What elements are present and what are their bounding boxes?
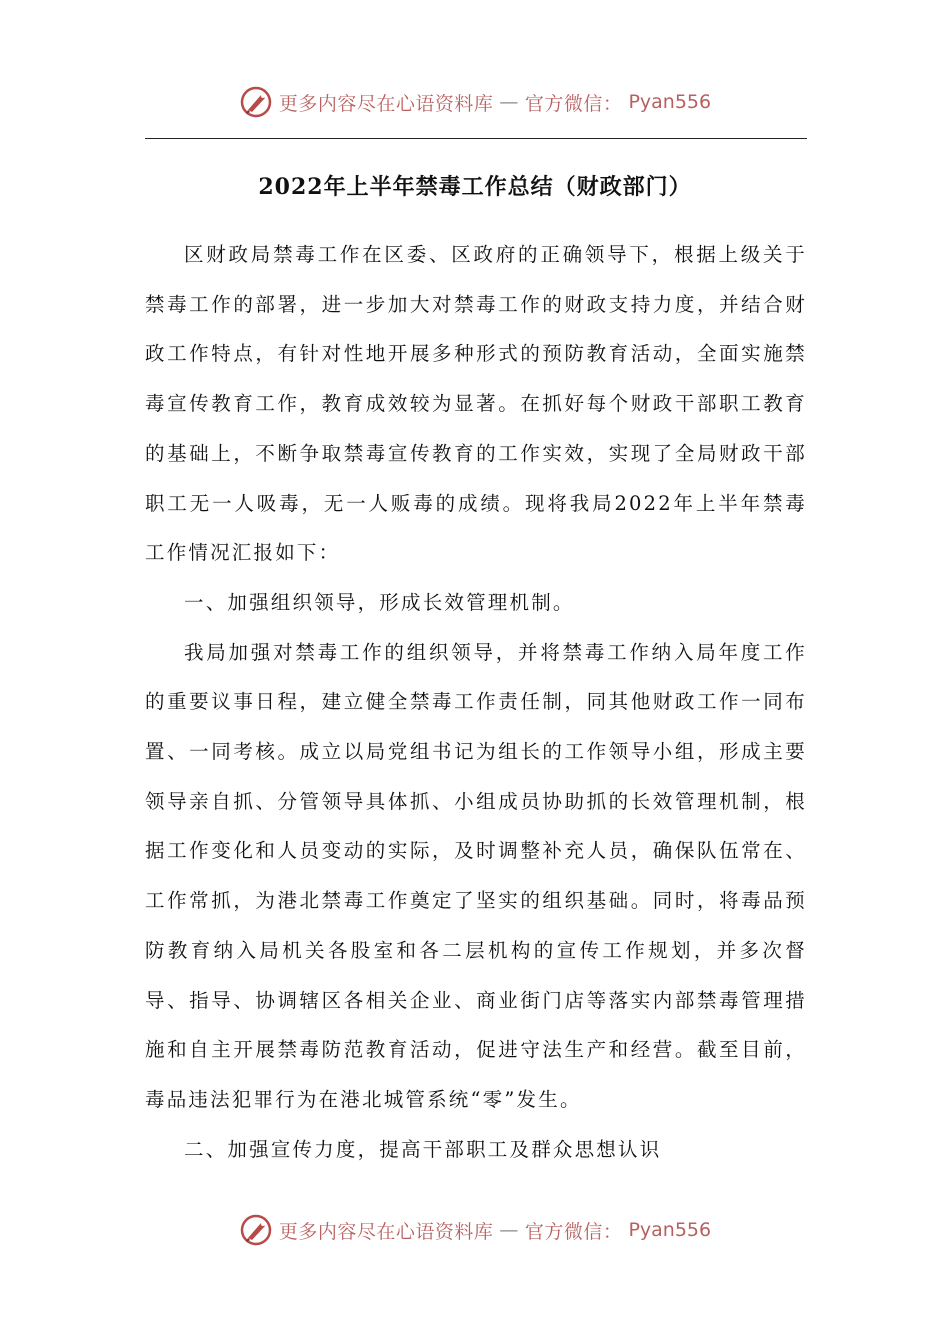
section-heading-1: 一、加强组织领导，形成长效管理机制。 [184,590,575,614]
pen-logo-icon [239,85,273,119]
footer-wechat-label: 官方微信： [524,1220,623,1243]
footer-banner [0,1210,950,1250]
paragraph-section-1: 我局加强对禁毒工作的组织领导，并将禁毒工作纳入局年度工作的重要议事日程，建立健全禁毒工作责任制，同其他财政工作一同布置、一同考核。成立以局党组书记为组长的工作领导小组，形成主要领导亲自抓、分管领导具体抓、小组成员协助抓的长效管理机制，根据工作变化和人员变动的实际，及时调整补充人员，确保队伍常在、工作常抓，为港北禁毒工作奠定了坚实的组织基础。同时，将毒品预防教育纳入局机关各股室和各二层机构的宣传工作规划，并多次督导、指导、协调辖区各相关企业、商业街门店等落实内部禁毒管理措施和自主开展禁毒防范教育活动，促进守法生产和经营。截至目前，毒品违法犯罪行为在港北城管系统“零”发生。 [145,640,807,1111]
header-wechat-id: Pyan556 [628,91,712,113]
header-divider [145,138,807,139]
header-separator: — [499,91,519,113]
document-body [145,230,807,1174]
section-heading-2: 二、加强宣传力度，提高干部职工及群众思想认识 [184,1137,662,1161]
paragraph-intro: 区财政局禁毒工作在区委、区政府的正确领导下，根据上级关于禁毒工作的部署，进一步加大对禁毒工作的财政支持力度，并结合财政工作特点，有针对性地开展多种形式的预防教育活动，全面实施禁毒宣传教育工作，教育成效较为显著。在抓好每个财政干部职工教育的基础上，不断争取禁毒宣传教育的工作实效，实现了全局财政干部职工无一人吸毒，无一人贩毒的成绩。现将我局2022年上半年禁毒工作情况汇报如下： [145,243,807,565]
header-wechat-label: 官方微信： [524,92,623,115]
pen-logo-icon [239,1213,273,1247]
document-title: 2022年上半年禁毒工作总结（财政部门） [258,174,692,200]
footer-separator: — [499,1219,519,1241]
footer-banner-text: 更多内容尽在心语资料库 [278,1220,494,1243]
header-banner [0,82,950,122]
header-banner-text: 更多内容尽在心语资料库 [278,92,494,115]
footer-wechat-id: Pyan556 [628,1219,712,1241]
